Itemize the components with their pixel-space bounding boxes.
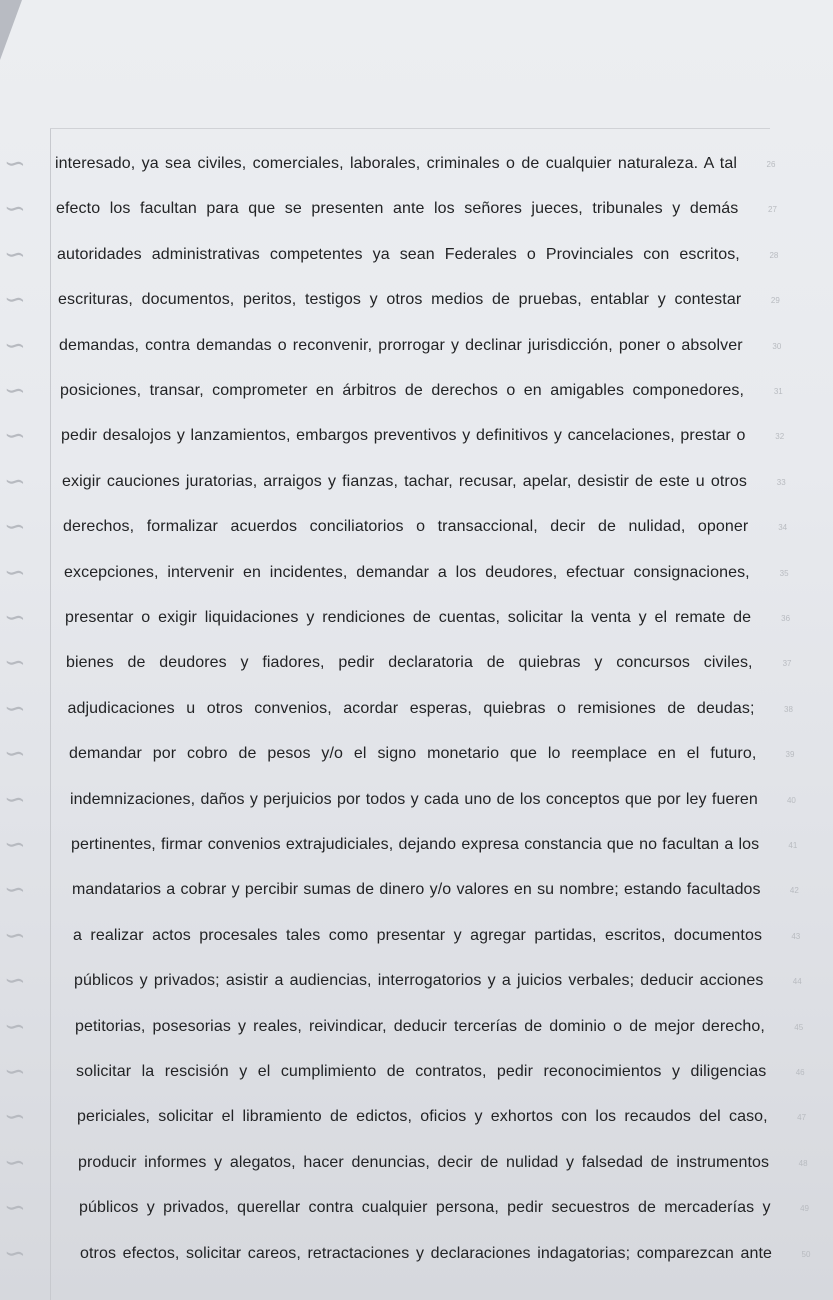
text-line: públicos y privados, querellar contra cualquier persona, pedir secuestros de mercaderías y — [78, 1199, 771, 1217]
margin-flourish-icon: ∽ — [4, 285, 26, 316]
margin-flourish-icon: ∽ — [4, 1238, 26, 1269]
line-number: 28 — [769, 250, 779, 260]
line-number: 34 — [778, 523, 788, 533]
text-line: escrituras, documentos, peritos, testigos y otros medios de pruebas, entablar y contestar — [58, 291, 742, 309]
line-number: 49 — [800, 1204, 809, 1214]
line-number: 42 — [789, 886, 799, 896]
text-line: producir informes y alegatos, hacer denuncias, decir de nulidad y falsedad de instrumentos — [77, 1153, 770, 1171]
margin-flourish-icon: ∽ — [4, 421, 26, 452]
margin-flourish-icon: ∽ — [4, 648, 26, 679]
text-line: demandas, contra demandas o reconvenir, prorrogar y declinar jurisdicción, poner o absolver — [59, 336, 743, 354]
text-line: derechos, formalizar acuerdos conciliatorios o transaccional, decir de nulidad, oponer — [63, 518, 749, 536]
margin-flourish-icon: ∽ — [4, 603, 26, 633]
margin-flourish-icon: ∽ — [4, 875, 26, 906]
margin-flourish-icon: ∽ — [4, 466, 26, 497]
text-line: presentar o exigir liquidaciones y rendiciones de cuentas, solicitar la venta y el remate de — [65, 609, 752, 626]
line-number: 41 — [788, 841, 798, 850]
text-line: bienes de deudores y fiadores, pedir declaratoria de quiebras y concursos civiles, — [66, 654, 754, 672]
line-number: 27 — [768, 205, 777, 215]
margin-flourish-icon: ∽ — [4, 784, 26, 815]
margin-flourish-icon: ∽ — [4, 1147, 26, 1178]
margin-flourish-icon: ∽ — [4, 1193, 26, 1224]
line-number: 36 — [781, 614, 791, 623]
line-number: 38 — [784, 704, 793, 714]
margin-flourish-icon: ∽ — [4, 830, 26, 860]
text-line: interesado, ya sea civiles, comerciales, laborales, criminales o de cualquier naturaleza. A tal — [55, 155, 737, 172]
text-line: posiciones, transar, comprometer en árbitros de derechos o en amigables componedores, — [60, 382, 745, 399]
text-line: autoridades administrativas competentes ya sean Federales o Provinciales con escritos, — [57, 245, 740, 263]
text-line: pertinentes, firmar convenios extrajudiciales, dejando expresa constancia que no facultan a los — [70, 836, 759, 853]
text-line: periciales, solicitar el libramiento de edictos, oficios y exhortos con los recaudos del caso, — [76, 1108, 768, 1126]
line-number: 31 — [773, 387, 783, 396]
margin-flourish-icon: ∽ — [4, 239, 26, 270]
line-number: 45 — [794, 1022, 804, 1032]
line-number: 30 — [772, 341, 782, 351]
text-line: exigir cauciones juratorias, arraigos y fianzas, tachar, recusar, apelar, desistir de este u otros — [62, 472, 748, 490]
margin-flourish-icon: ∽ — [4, 330, 26, 361]
text-line: excepciones, intervenir en incidentes, demandar a los deudores, efectuar consignaciones, — [64, 563, 751, 581]
line-number: 39 — [785, 750, 795, 760]
text-line: adjudicaciones u otros convenios, acordar esperas, quiebras o remisiones de deudas; — [67, 699, 755, 717]
margin-flourish-icon: ∽ — [4, 693, 26, 724]
text-line: a realizar actos procesales tales como presentar y agregar partidas, escritos, documentos — [72, 926, 762, 944]
line-number: 32 — [775, 432, 785, 442]
line-number: 33 — [776, 477, 786, 487]
line-number: 26 — [766, 160, 776, 169]
text-line: mandatarios a cobrar y percibir sumas de dinero y/o valores en su nombre; estando facultados — [71, 881, 761, 899]
text-line: demandar por cobro de pesos y/o el signo monetario que lo reemplace en el futuro, — [68, 745, 756, 763]
line-number: 29 — [770, 296, 780, 306]
margin-flourish-icon: ∽ — [4, 376, 26, 406]
line-number: 35 — [779, 568, 789, 578]
margin-flourish-icon: ∽ — [4, 557, 26, 588]
text-line: solicitar la rescisión y el cumplimiento de contratos, pedir reconocimientos y diligencias — [75, 1063, 767, 1080]
line-number: 44 — [792, 977, 802, 987]
line-number: 47 — [797, 1113, 807, 1123]
line-number: 37 — [782, 659, 792, 669]
margin-flourish-icon: ∽ — [4, 739, 26, 770]
line-number: 40 — [786, 795, 796, 805]
text-line: públicos y privados; asistir a audiencias, interrogatorios y a juicios verbales; deducir acciones — [73, 972, 764, 990]
margin-flourish-icon: ∽ — [4, 1011, 26, 1042]
line-number: 48 — [798, 1158, 808, 1168]
line-number: 50 — [801, 1249, 811, 1259]
margin-flourish-icon: ∽ — [4, 1057, 26, 1087]
margin-flourish-icon: ∽ — [4, 512, 26, 543]
margin-flourish-icon: ∽ — [4, 1102, 26, 1133]
margin-flourish-icon: ∽ — [4, 920, 26, 951]
text-line: pedir desalojos y lanzamientos, embargos preventivos y definitivos y cancelaciones, prestar o — [61, 427, 746, 445]
line-number: 43 — [791, 931, 801, 941]
margin-flourish-icon: ∽ — [4, 966, 26, 997]
text-line: efecto los facultan para que se presenten ante los señores jueces, tribunales y demás — [56, 200, 739, 218]
text-line: petitorias, posesorias y reales, reivindicar, deducir tercerías de dominio o de mejor derecho, — [74, 1017, 765, 1035]
line-number: 46 — [795, 1068, 805, 1077]
margin-flourish-icon: ∽ — [4, 194, 26, 225]
margin-flourish-icon: ∽ — [4, 149, 26, 179]
text-line: otros efectos, solicitar careos, retractaciones y declaraciones indagatorias; comparezcan ante — [80, 1244, 772, 1262]
text-line: indemnizaciones, daños y perjuicios por todos y cada uno de los conceptos que por ley fueren — [69, 790, 758, 808]
